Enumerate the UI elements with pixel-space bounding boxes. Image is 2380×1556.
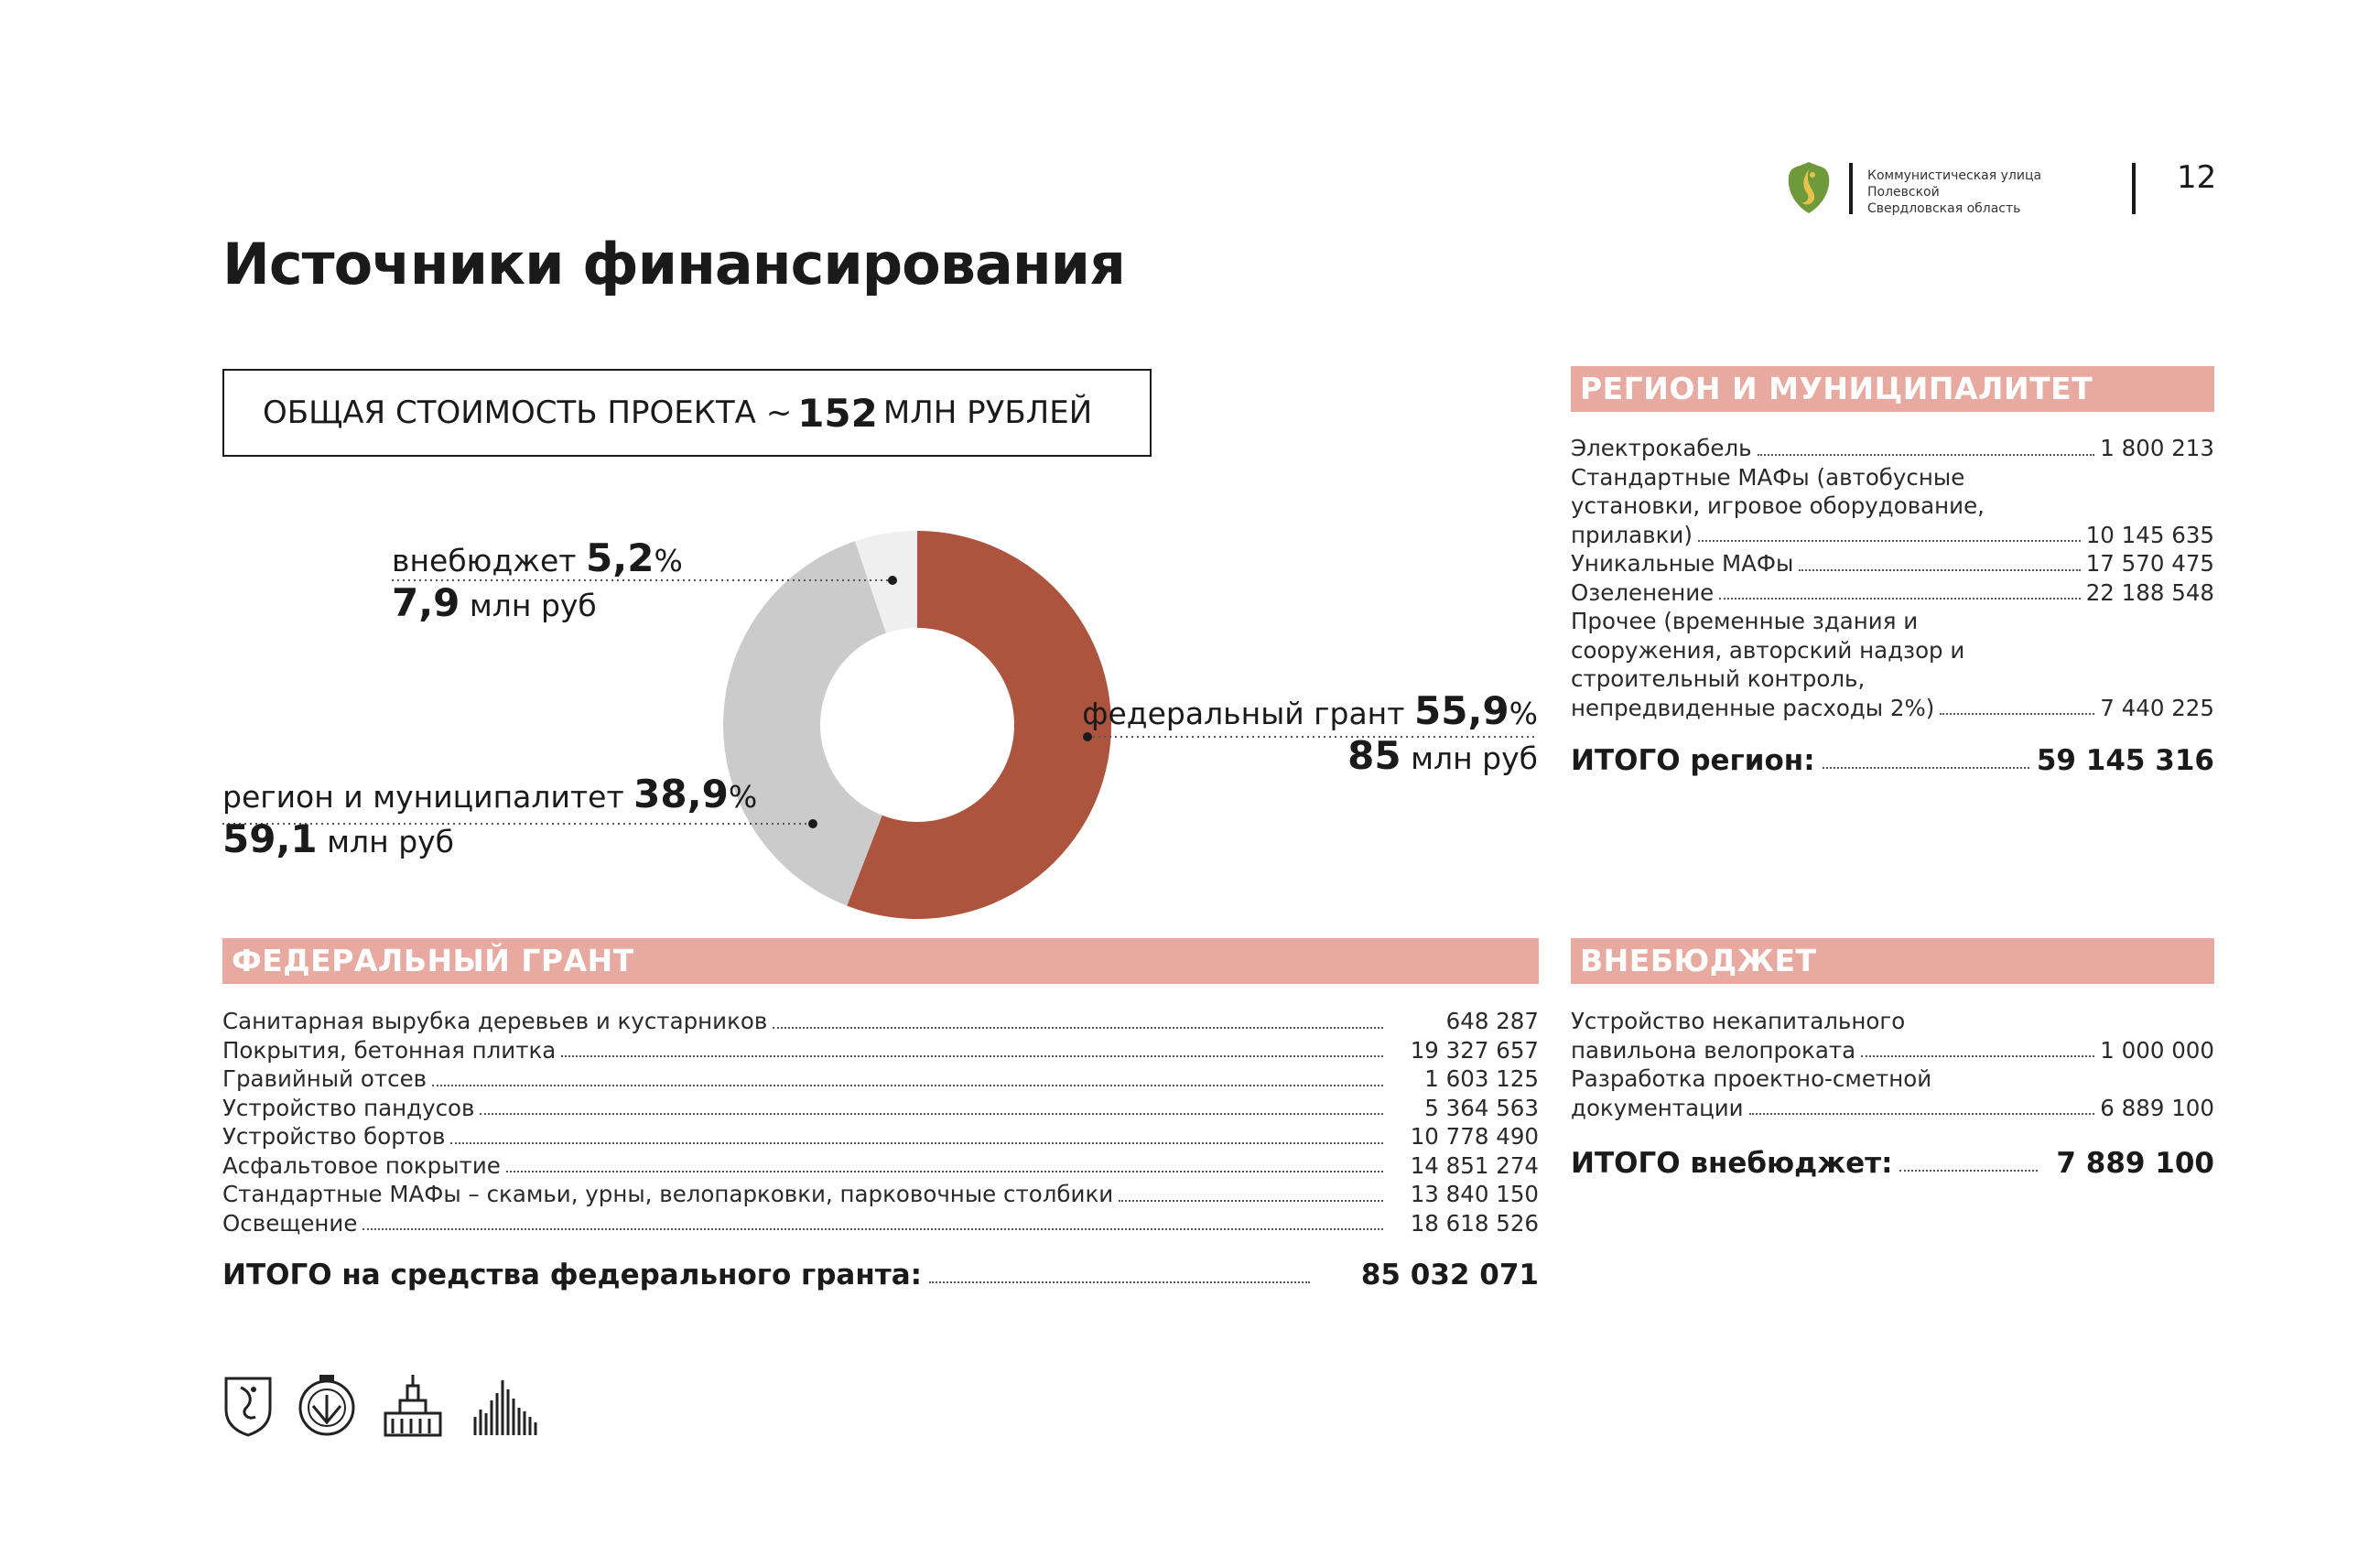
federal-total [222,1259,1539,1291]
item-label: Уникальные МАФы [1571,550,1794,577]
item-label: Разработка проектно-сметной [1571,1065,1932,1092]
item-value: 10 778 490 [1410,1123,1539,1150]
item-label: Озеленение [1571,578,1715,606]
item-label: прилавки) [1571,521,1693,548]
offbudget-items-list [1571,1007,2214,1122]
federal-pct-sign: % [1509,696,1538,731]
item-value: 19 327 657 [1410,1036,1539,1064]
list-item-line [1571,665,2214,694]
item-label: документации [1571,1094,1744,1121]
leader-dots [1799,569,2080,571]
page-title: Источники финансирования [222,231,1125,297]
leader-dots [1119,1200,1383,1202]
federal-pct: 55,9 [1414,688,1509,733]
item-value: 22 188 548 [2085,578,2214,606]
list-item [222,1007,1539,1036]
federal-unit: млн руб [1411,740,1538,776]
item-label: Освещение [222,1209,358,1237]
item-label: Устройство пандусов [222,1094,475,1121]
leader-dots [1698,540,2081,542]
region-total [1571,744,2214,777]
list-item-line [1571,1036,2214,1065]
offbudget-unit: млн руб [469,588,597,623]
item-value: 6 889 100 [2100,1094,2214,1121]
item-label: Стандартные МАФы – скамьи, урны, велопарковки, парковочные столбики [222,1181,1114,1207]
list-item-line [1571,492,2214,521]
item-label: установки, игровое оборудование, [1571,492,1985,519]
offbudget-total [1571,1147,2214,1180]
item-label: сооружения, авторский надзор и [1571,636,1965,664]
leader-dots [432,1085,1383,1086]
item-label: строительный контроль, [1571,665,1866,692]
region-name: регион и муниципалитет [222,779,624,815]
institute-emblem-icon [295,1373,359,1437]
offbudget-name: внебюджет [392,543,577,578]
list-item [222,1036,1539,1065]
list-item [222,1209,1539,1238]
list-item-line [1571,1007,2214,1036]
region-section-header: РЕГИОН И МУНИЦИПАЛИТЕТ [1571,366,2214,412]
federal-section-header: ФЕДЕРАЛЬНЫЙ ГРАНТ [222,938,1539,984]
item-label: Покрытия, бетонная плитка [222,1036,557,1064]
list-item-line [1571,694,2214,723]
offbudget-pct: 5,2 [586,535,654,580]
total-cost-prefix: ОБЩАЯ СТОИМОСТЬ ПРОЕКТА ~ [263,394,793,431]
list-item [222,1180,1539,1209]
region-amount: 59,1 [222,816,318,861]
leader-dots [1899,1170,2038,1172]
leader-dots [773,1027,1383,1029]
list-item [222,1151,1539,1181]
item-value: 18 618 526 [1410,1209,1539,1237]
list-item-line [1571,434,2214,463]
item-value: 5 364 563 [1424,1094,1539,1121]
list-item-line [1571,607,2214,636]
item-value: 7 440 225 [2100,694,2214,721]
offbudget-section-header: ВНЕБЮДЖЕТ [1571,938,2214,984]
region-unit: млн руб [327,824,455,859]
list-item-line [1571,1094,2214,1123]
location-street: Коммунистическая улица [1867,168,2042,183]
location-city: Полевской [1867,185,1940,200]
leader-dots [1719,598,2080,600]
leader-dots [480,1113,1383,1115]
leader-dots [1861,1055,2094,1057]
list-item [222,1122,1539,1151]
leader-dots [450,1142,1382,1144]
list-item-line [1571,549,2214,578]
item-label: Стандартные МАФы (автобусные [1571,463,1965,491]
federal-total-value: 85 032 071 [1360,1259,1539,1291]
federal-items-list [222,1007,1539,1237]
item-label: Санитарная вырубка деревьев и кустарников [222,1008,768,1034]
list-item [222,1064,1539,1094]
item-label: Устройство бортов [222,1123,446,1150]
location-region: Свердловская область [1867,201,2021,216]
item-value: 1 603 125 [1424,1065,1539,1092]
item-value: 17 570 475 [2085,550,2214,577]
federal-name: федеральный грант [1082,696,1405,731]
item-value: 13 840 150 [1410,1181,1539,1207]
university-building-icon [380,1373,446,1437]
list-item-line [1571,578,2214,608]
list-item [222,1094,1539,1123]
label-federal [1082,688,1538,778]
offbudget-amount: 7,9 [392,580,460,625]
leader-dots [1758,454,2095,456]
label-region [222,772,757,861]
region-pct: 38,9 [633,772,729,816]
item-label: павильона велопроката [1571,1036,1856,1064]
region-items-list [1571,434,2214,722]
leader-dot [888,576,897,585]
region-pct-sign: % [728,779,758,815]
offbudget-pct-sign: % [654,543,683,578]
item-value: 14 851 274 [1410,1151,1539,1179]
total-cost-value: 152 [797,390,878,436]
leader-dots [1749,1113,2095,1115]
city-skyline-icon [471,1373,537,1437]
label-offbudget [392,535,683,625]
leader-dot [808,819,817,828]
federal-amount: 85 [1347,733,1401,778]
offbudget-total-value: 7 889 100 [2056,1147,2214,1180]
item-label: Прочее (временные здания и [1571,608,1919,634]
region-total-value: 59 145 316 [2036,744,2214,777]
item-label: Асфальтовое покрытие [222,1151,501,1179]
item-label: Устройство некапитального [1571,1008,1906,1034]
item-label: непредвиденные расходы 2%) [1571,694,1935,721]
list-item-line [1571,636,2214,665]
list-item-line [1571,463,2214,492]
leader-dots [1940,713,2094,715]
leader-dots [561,1055,1382,1057]
list-item-line [1571,521,2214,550]
item-value: 1 000 000 [2100,1036,2214,1064]
city-emblem-icon [222,1373,274,1437]
item-value: 648 287 [1445,1008,1539,1034]
leader-dots [506,1171,1383,1172]
federal-total-label: ИТОГО на средства федерального гранта: [222,1259,923,1291]
item-value: 1 800 213 [2100,435,2214,461]
list-item-line [1571,1064,2214,1094]
region-total-label: ИТОГО регион: [1571,744,1815,777]
page-number: 12 [2177,159,2217,196]
leader-dots [1823,767,2029,769]
offbudget-total-label: ИТОГО внебюджет: [1571,1147,1893,1180]
leader-dots [929,1281,1310,1283]
item-label: Электрокабель [1571,435,1752,461]
leader-dots [362,1228,1382,1230]
item-value: 10 145 635 [2085,521,2214,548]
item-label: Гравийный отсев [222,1065,427,1092]
total-cost-suffix: МЛН РУБЛЕЙ [882,394,1093,431]
